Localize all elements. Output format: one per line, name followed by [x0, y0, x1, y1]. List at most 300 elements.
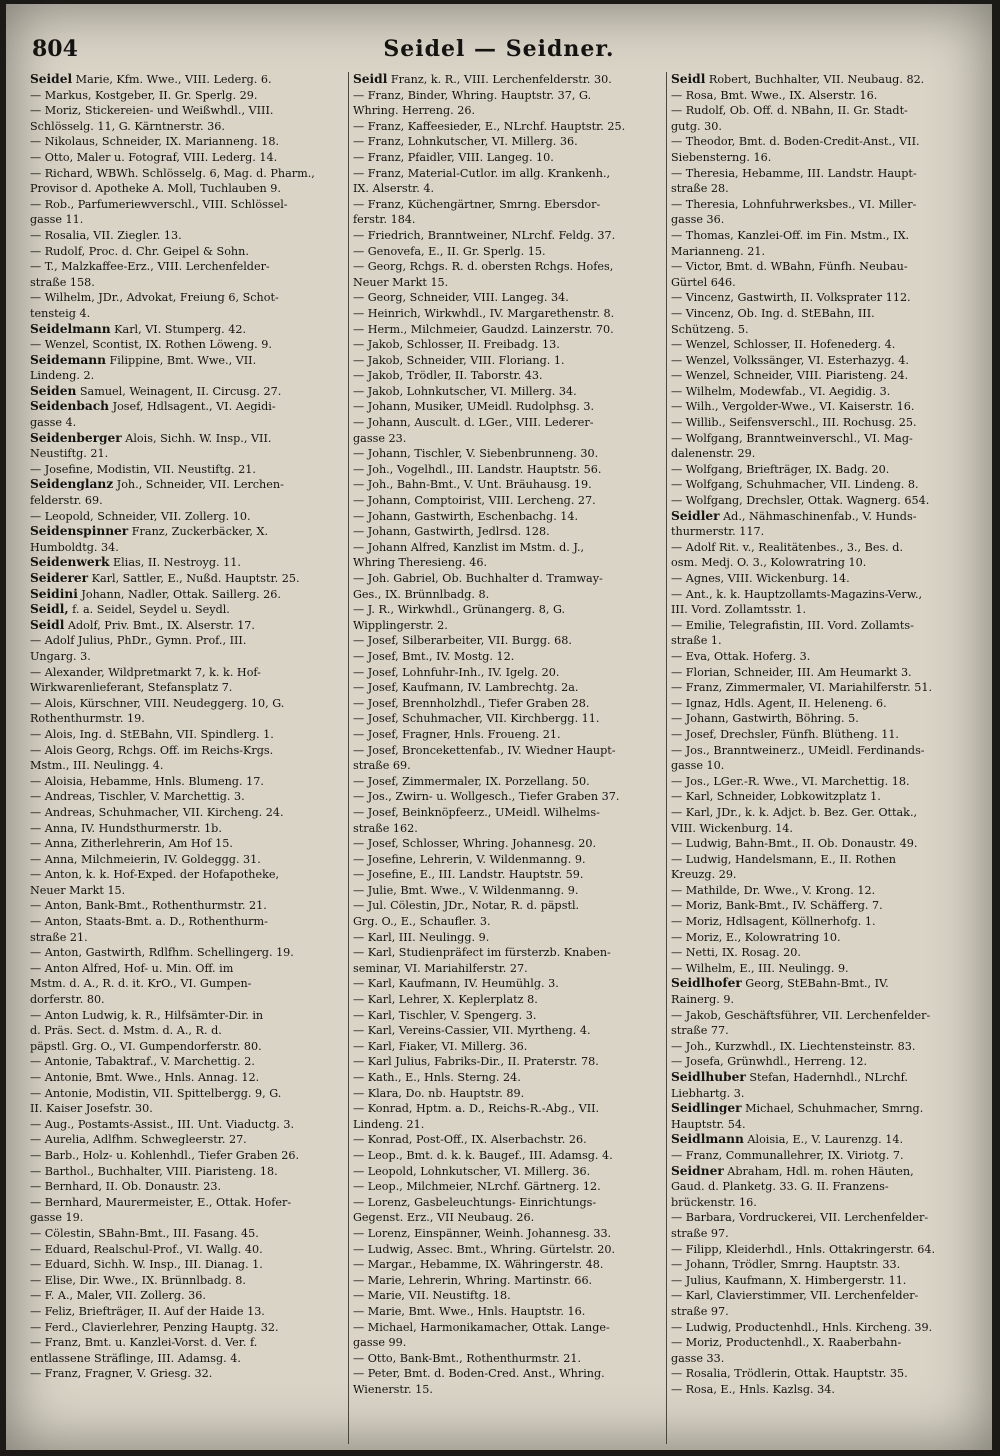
directory-entry-line: [30, 930, 348, 946]
directory-entry-line: [671, 1008, 987, 1024]
directory-entry-line: [353, 571, 669, 587]
directory-entry-line: [671, 602, 987, 618]
entry-text: gasse 36.: [671, 213, 725, 227]
entry-text: Hauptstr. 54.: [671, 1117, 746, 1131]
entry-text: — Leopold, Lohnkutscher, VI. Millerg. 36.: [353, 1164, 591, 1178]
directory-entry-line: [30, 1070, 348, 1086]
entry-text: Neuer Markt 15.: [30, 883, 126, 897]
directory-entry-line: [30, 587, 348, 603]
entry-text: — Franz, Küchengärtner, Smrng. Ebersdor-: [353, 197, 601, 211]
directory-entry-line: [353, 836, 669, 852]
directory-entry-line: [671, 322, 987, 338]
entry-text: — Ludwig, Assec. Bmt., Whring. Gürtelstr. 20.: [353, 1242, 616, 1256]
entry-text: tensteig 4.: [30, 306, 91, 320]
entry-text: gasse 4.: [30, 416, 77, 430]
directory-entry-line: [671, 119, 987, 135]
entry-text: päpstl. Grg. O., VI. Gumpendorferstr. 80.: [30, 1039, 262, 1053]
directory-entry-line: [30, 774, 348, 790]
entry-text: — Alois, Kürschner, VIII. Neudeggerg. 10, G.: [30, 696, 285, 710]
directory-entry-line: [353, 696, 669, 712]
entry-text: — Franz, Pfaidler, VIII. Langeg. 10.: [353, 150, 554, 164]
entry-text: felderstr. 69.: [30, 494, 103, 508]
directory-entry-line: [353, 555, 669, 571]
entry-text: — Filipp, Kleiderhdl., Hnls. Ottakringerstr. 64.: [671, 1242, 936, 1256]
entry-text: VIII. Wickenburg. 14.: [671, 821, 793, 835]
entry-text: d. Präs. Sect. d. Mstm. d. A., R. d.: [30, 1024, 222, 1038]
directory-entry-line: [30, 103, 348, 119]
directory-entry-line: [30, 571, 348, 587]
directory-entry-line: [353, 1023, 669, 1039]
directory-entry-line: [671, 1039, 987, 1055]
directory-entry-line: [30, 1273, 348, 1289]
directory-entry-line: [353, 1351, 669, 1367]
entry-text: Schlösselg. 11, G. Kärntnerstr. 36.: [30, 119, 225, 133]
entry-text: — Georg, Schneider, VIII. Langeg. 34.: [353, 291, 569, 305]
directory-entry-line: [353, 930, 669, 946]
entry-text: — Joh., Bahn-Bmt., V. Unt. Bräuhausg. 19.: [353, 478, 592, 492]
entry-text: gasse 99.: [353, 1336, 407, 1350]
entry-text: Gürtel 646.: [671, 275, 736, 289]
directory-entry-line: [30, 665, 348, 681]
directory-entry-line: [353, 431, 669, 447]
entry-text: gasse 10.: [671, 759, 725, 773]
entry-text: — Moriz, Bank-Bmt., IV. Schäfferg. 7.: [671, 899, 883, 913]
entry-text: — Wolfgang, Briefträger, IX. Badg. 20.: [671, 462, 890, 476]
directory-entry-line: [30, 1132, 348, 1148]
directory-entry-line: [671, 446, 987, 462]
entry-text: — Alois Georg, Rchgs. Off. im Reichs-Krgs.: [30, 743, 274, 757]
directory-entry-line: [353, 1242, 669, 1258]
entry-text: — Alois, Ing. d. StEBahn, VII. Spindlerg. 1.: [30, 727, 274, 741]
directory-entry-line: [30, 945, 348, 961]
entry-text: — Antonie, Modistin, VII. Spittelbergg. 9, G.: [30, 1086, 282, 1100]
entry-text: — Josef, Lohnfuhr-Inh., IV. Igelg. 20.: [353, 665, 560, 679]
directory-entry-line: [30, 1179, 348, 1195]
entry-text: — Emilie, Telegrafistin, III. Vord. Zollamts-: [671, 618, 914, 632]
entry-text: — Aurelia, Adlfhm. Schwegleerstr. 27.: [30, 1133, 247, 1147]
entry-text: — Joh. Gabriel, Ob. Buchhalter d. Tramway-: [353, 572, 603, 585]
entry-text: — Lorenz, Einspänner, Weinh. Johannesg. 33.: [353, 1226, 612, 1240]
directory-entry-line: [671, 852, 987, 868]
entry-text: — Adolf Julius, PhDr., Gymn. Prof., III.: [30, 634, 247, 648]
directory-entry-line: [353, 119, 669, 135]
directory-entry-line: [671, 821, 987, 837]
directory-entry-line: [353, 680, 669, 696]
entry-text: — Johann, Gastwirth, Eschenbachg. 14.: [353, 509, 579, 523]
entry-text: — Josef, Silberarbeiter, VII. Burgg. 68.: [353, 634, 572, 648]
entry-text: — Kath., E., Hnls. Sterng. 24.: [353, 1071, 521, 1084]
directory-entry-line: [30, 1195, 348, 1211]
directory-entry-line: [30, 727, 348, 743]
entry-text: — F. A., Maler, VII. Zollerg. 36.: [30, 1289, 206, 1303]
directory-entry-line: [30, 1351, 348, 1367]
directory-entry-line: [671, 1288, 987, 1304]
directory-entry-line: [353, 602, 669, 618]
directory-entry-line: [353, 711, 669, 727]
directory-entry-line: [353, 353, 669, 369]
entry-text: — Moriz, Hdlsagent, Köllnerhofg. 1.: [671, 915, 876, 929]
entry-text: — Netti, IX. Rosag. 20.: [671, 946, 801, 960]
directory-page: [6, 4, 992, 1450]
entry-text: — Friedrich, Branntweiner, NLrchf. Feldg. 37.: [353, 228, 616, 242]
directory-entry-line: [353, 306, 669, 322]
entry-text: — Bernhard, II. Ob. Donaustr. 23.: [30, 1180, 222, 1194]
entry-text: — Rudolf, Proc. d. Chr. Geipel & Sohn.: [30, 244, 249, 258]
entry-text: Whring. Herreng. 26.: [353, 104, 476, 118]
entry-text: — Anna, IV. Hundsthurmerstr. 1b.: [30, 821, 222, 835]
entry-text: — Mathilde, Dr. Wwe., V. Krong. 12.: [671, 883, 876, 897]
directory-entry-line: [30, 150, 348, 166]
directory-entry-line: [671, 883, 987, 899]
surname-heading: Seidl: [671, 72, 706, 86]
directory-entry-line: [353, 1257, 669, 1273]
directory-entry-line: [671, 384, 987, 400]
entry-text: — Ferd., Clavierlehrer, Penzing Hauptg. 32.: [30, 1320, 279, 1334]
directory-entry-line: [671, 509, 987, 525]
directory-entry-line: [353, 1273, 669, 1289]
entry-text: — Eva, Ottak. Hoferg. 3.: [671, 649, 811, 663]
entry-text: Georg, StEBahn-Bmt., IV.: [741, 977, 889, 991]
entry-text: — Ignaz, Hdls. Agent, II. Heleneng. 6.: [671, 696, 887, 710]
entry-text: — Otto, Maler u. Fotograf, VIII. Lederg. 14.: [30, 150, 278, 164]
directory-entry-line: [671, 1335, 987, 1351]
directory-entry-line: [671, 477, 987, 493]
directory-entry-line: [353, 103, 669, 119]
directory-entry-line: [353, 1210, 669, 1226]
entry-text: — Nikolaus, Schneider, IX. Marianneng. 18.: [30, 135, 280, 149]
entry-text: — Johann, Trödler, Smrng. Hauptstr. 33.: [671, 1258, 901, 1272]
entry-text: Siebensterng. 16.: [671, 150, 772, 164]
directory-entry-line: [30, 290, 348, 306]
entry-text: gutg. 30.: [671, 119, 722, 133]
surname-heading: Seidl,: [30, 602, 69, 617]
entry-text: — Florian, Schneider, III. Am Heumarkt 3.: [671, 665, 912, 679]
surname-heading: Seidelmann: [30, 321, 111, 336]
entry-text: — Josef, Brennholzhdl., Tiefer Graben 28.: [353, 696, 590, 710]
directory-entry-line: [353, 852, 669, 868]
directory-entry-line: [353, 134, 669, 150]
entry-text: Humboldtg. 34.: [30, 540, 119, 554]
directory-entry-line: [671, 72, 987, 88]
entry-text: — Lorenz, Gasbeleuchtungs- Einrichtungs-: [353, 1195, 597, 1209]
directory-entry-line: [30, 961, 348, 977]
entry-text: — Wolfgang, Branntweinverschl., VI. Mag-: [671, 431, 913, 445]
entry-text: — Leop., Milchmeier, NLrchf. Gärtnerg. 12.: [353, 1180, 601, 1194]
directory-entry-line: [353, 805, 669, 821]
directory-entry-line: [353, 72, 669, 88]
surname-heading: Seidler: [671, 508, 720, 523]
entry-text: — Rob., Parfumeriewverschl., VIII. Schlössel-: [30, 197, 288, 211]
directory-entry-line: [671, 587, 987, 603]
directory-entry-line: [30, 353, 348, 369]
entry-text: Rothenthurmstr. 19.: [30, 712, 145, 726]
entry-text: — Herm., Milchmeier, Gaudzd. Lainzerstr. 70.: [353, 322, 614, 336]
entry-text: — T., Malzkaffee-Erz., VIII. Lerchenfelder-: [30, 260, 270, 274]
entry-text: thurmerstr. 117.: [671, 525, 765, 539]
directory-entry-line: [671, 212, 987, 228]
entry-text: — Rudolf, Ob. Off. d. NBahn, II. Gr. Stadt-: [671, 104, 908, 118]
entry-text: gasse 33.: [671, 1351, 725, 1365]
entry-text: — Jakob, Schneider, VIII. Floriang. 1.: [353, 353, 565, 367]
directory-entry-line: [671, 1304, 987, 1320]
entry-text: — Moriz, Stickereien- und Weißwhdl., VIII.: [30, 104, 274, 118]
directory-entry-line: [353, 789, 669, 805]
entry-text: — Anna, Milchmeierin, IV. Goldeggg. 31.: [30, 852, 261, 866]
directory-entry-line: [353, 1382, 669, 1398]
directory-entry-line: [30, 384, 348, 400]
directory-entry-line: [671, 1257, 987, 1273]
entry-text: Wirkwarenlieferant, Stefansplatz 7.: [30, 681, 233, 695]
surname-heading: Seidlmann: [671, 1132, 744, 1147]
entry-text: — Karl, Kaufmann, IV. Heumühlg. 3.: [353, 977, 559, 991]
directory-entry-line: [671, 197, 987, 213]
entry-text: — Franz, Fragner, V. Griesg. 32.: [30, 1367, 213, 1381]
entry-text: — Jul. Cölestin, JDr., Notar, R. d. päpstl.: [353, 899, 580, 913]
directory-column-1: [30, 72, 348, 1444]
entry-text: — Antonie, Bmt. Wwe., Hnls. Annag. 12.: [30, 1071, 260, 1084]
entry-text: straße 162.: [353, 821, 418, 835]
directory-entry-line: [671, 244, 987, 260]
entry-text: Aloisia, E., V. Laurenzg. 14.: [743, 1133, 903, 1147]
directory-entry-line: [671, 696, 987, 712]
entry-text: — Karl Julius, Fabriks-Dir., II. Praterstr. 78.: [353, 1055, 599, 1069]
directory-entry-line: [30, 119, 348, 135]
directory-entry-line: [671, 1086, 987, 1102]
surname-heading: Seidl: [353, 72, 388, 86]
directory-entry-line: [30, 1320, 348, 1336]
entry-text: — Eduard, Sichh. W. Insp., III. Dianag. 1.: [30, 1258, 263, 1272]
entry-text: — Joh., Kurzwhdl., IX. Liechtensteinstr. 83.: [671, 1039, 916, 1053]
directory-entry-line: [353, 244, 669, 260]
entry-text: f. a. Seidel, Seydel u. Seydl.: [68, 603, 230, 617]
entry-text: — Anton Alfred, Hof- u. Min. Off. im: [30, 961, 234, 975]
entry-text: — J. R., Wirkwhdl., Grünangerg. 8, G.: [353, 603, 566, 617]
entry-text: — Johann Alfred, Kanzlist im Mstm. d. J.,: [353, 540, 585, 554]
entry-text: — Rosalia, Trödlerin, Ottak. Hauptstr. 35.: [671, 1367, 908, 1381]
entry-text: — Johann, Gastwirth, Jedlrsd. 128.: [353, 525, 550, 539]
entry-text: — Wenzel, Volkssänger, VI. Esterhazyg. 4.: [671, 353, 909, 367]
entry-text: Abraham, Hdl. m. rohen Häuten,: [723, 1164, 914, 1178]
entry-text: — Wilh., Vergolder-Wwe., VI. Kaiserstr. 16.: [671, 400, 915, 414]
entry-text: Stefan, Hadernhdl., NLrchf.: [745, 1071, 908, 1084]
directory-entry-line: [30, 1366, 348, 1382]
directory-entry-line: [671, 961, 987, 977]
directory-entry-line: [353, 1195, 669, 1211]
directory-entry-line: [353, 212, 669, 228]
entry-text: — Wilhelm, Modewfab., VI. Aegidig. 3.: [671, 384, 891, 398]
entry-text: — Konrad, Hptm. a. D., Reichs-R.-Abg., VII.: [353, 1102, 600, 1116]
directory-entry-line: [30, 212, 348, 228]
entry-text: III. Vord. Zollamtsstr. 1.: [671, 603, 807, 617]
directory-entry-line: [30, 1257, 348, 1273]
directory-entry-line: [353, 961, 669, 977]
entry-text: — Franz, Zimmermaler, VI. Mariahilferstr. 51.: [671, 681, 933, 695]
directory-entry-line: [671, 618, 987, 634]
entry-text: — Anna, Zitherlehrerin, Am Hof 15.: [30, 837, 233, 851]
entry-text: — Wolfgang, Drechsler, Ottak. Wagnerg. 654.: [671, 494, 930, 508]
entry-text: — Johann, Gastwirth, Böhring. 5.: [671, 712, 859, 726]
directory-entry-line: [671, 1023, 987, 1039]
entry-text: — Josef, Kaufmann, IV. Lambrechtg. 2a.: [353, 681, 579, 695]
directory-entry-line: [30, 821, 348, 837]
entry-text: Mstm. d. A., R. d. it. KrO., VI. Gumpen-: [30, 977, 252, 991]
directory-entry-line: [30, 758, 348, 774]
entry-text: — Wilhelm, JDr., Advokat, Freiung 6, Schot-: [30, 291, 279, 305]
directory-entry-line: [353, 1148, 669, 1164]
directory-entry-line: [671, 1070, 987, 1086]
entry-text: straße 97.: [671, 1226, 729, 1240]
directory-entry-line: [30, 72, 348, 88]
entry-text: — Jakob, Lohnkutscher, VI. Millerg. 34.: [353, 384, 577, 398]
entry-text: — Peter, Bmt. d. Boden-Cred. Anst., Whring.: [353, 1367, 605, 1381]
surname-heading: Seidenberger: [30, 430, 122, 445]
directory-entry-line: [353, 337, 669, 353]
surname-heading: Seidl: [30, 617, 65, 632]
entry-text: — Aloisia, Hebamme, Hnls. Blumeng. 17.: [30, 774, 264, 788]
directory-entry-line: [353, 493, 669, 509]
entry-text: Rainerg. 9.: [671, 993, 735, 1007]
entry-text: — Josefine, Lehrerin, V. Wildenmanng. 9.: [353, 852, 586, 866]
entry-text: Ad., Nähmaschinenfab., V. Hunds-: [719, 509, 917, 523]
directory-entry-line: [30, 197, 348, 213]
entry-text: — Anton Ludwig, k. R., Hilfsämter-Dir. in: [30, 1008, 264, 1022]
entry-text: Provisor d. Apotheke A. Moll, Tuchlauben 9.: [30, 182, 281, 196]
entry-text: — Jos., Branntweinerz., UMeidl. Ferdinands-: [671, 743, 925, 757]
entry-text: — Rosalia, VII. Ziegler. 13.: [30, 228, 182, 242]
directory-entry-line: [353, 322, 669, 338]
directory-entry-line: [30, 228, 348, 244]
entry-text: — Wolfgang, Schuhmacher, VII. Lindeng. 8.: [671, 478, 919, 492]
directory-entry-line: [353, 774, 669, 790]
entry-text: Franz, Zuckerbäcker, X.: [128, 525, 269, 539]
entry-text: osm. Medj. O. 3., Kolowratring 10.: [671, 556, 867, 570]
entry-text: — Rosa, E., Hnls. Kazlsg. 34.: [671, 1382, 835, 1396]
page-header: [6, 4, 992, 64]
entry-text: — Elise, Dir. Wwe., IX. Brünnlbadg. 8.: [30, 1273, 246, 1287]
directory-entry-line: [671, 743, 987, 759]
entry-text: entlassene Sträflinge, III. Adamsg. 4.: [30, 1351, 241, 1365]
entry-text: Marie, Kfm. Wwe., VIII. Lederg. 6.: [72, 73, 272, 86]
directory-entry-line: [671, 150, 987, 166]
directory-entry-line: [353, 914, 669, 930]
entry-text: — Karl, Tischler, V. Spengerg. 3.: [353, 1008, 537, 1022]
entry-text: straße 69.: [353, 759, 411, 773]
directory-entry-line: [671, 1242, 987, 1258]
directory-entry-line: [353, 509, 669, 525]
directory-entry-line: [353, 446, 669, 462]
entry-text: dalenenstr. 29.: [671, 447, 756, 461]
directory-entry-line: [671, 1366, 987, 1382]
entry-text: — Karl, III. Neulingg. 9.: [353, 930, 490, 944]
directory-entry-line: [671, 914, 987, 930]
directory-entry-line: [30, 649, 348, 665]
entry-text: — Leop., Bmt. d. k. k. Baugef., III. Adamsg. 4.: [353, 1148, 613, 1162]
entry-text: seminar, VI. Mariahilferstr. 27.: [353, 961, 528, 975]
entry-text: II. Kaiser Josefstr. 30.: [30, 1102, 153, 1116]
directory-entry-line: [671, 493, 987, 509]
directory-entry-line: [671, 1164, 987, 1180]
directory-entry-line: [671, 306, 987, 322]
directory-entry-line: [353, 540, 669, 556]
directory-entry-line: [30, 337, 348, 353]
entry-text: — Andreas, Schuhmacher, VII. Kircheng. 24.: [30, 805, 284, 819]
directory-entry-line: [353, 415, 669, 431]
directory-entry-line: [30, 1039, 348, 1055]
directory-entry-line: [353, 1288, 669, 1304]
entry-text: — Moriz, E., Kolowratring 10.: [671, 930, 841, 944]
entry-text: — Ludwig, Bahn-Bmt., II. Ob. Donaustr. 49.: [671, 837, 918, 851]
entry-text: — Vincenz, Ob. Ing. d. StEBahn, III.: [671, 306, 875, 320]
entry-text: — Franz, Lohnkutscher, VI. Millerg. 36.: [353, 135, 578, 149]
entry-text: Ungarg. 3.: [30, 649, 91, 663]
directory-entry-line: [671, 665, 987, 681]
directory-entry-line: [671, 181, 987, 197]
entry-text: Karl, Sattler, E., Nußd. Hauptstr. 25.: [88, 572, 300, 585]
entry-text: Wipplingerstr. 2.: [353, 618, 448, 632]
directory-entry-line: [30, 1023, 348, 1039]
entry-text: — Barb., Holz- u. Kohlenhdl., Tiefer Graben 26.: [30, 1148, 300, 1162]
entry-text: — Karl, Vereins-Cassier, VII. Myrtheng. 4.: [353, 1024, 591, 1038]
directory-entry-line: [353, 649, 669, 665]
entry-text: — Karl, Studienpräfect im fürsterzb. Knaben-: [353, 946, 611, 960]
entry-text: — Ludwig, Productenhdl., Hnls. Kircheng. 39.: [671, 1320, 933, 1334]
directory-entry-line: [353, 1335, 669, 1351]
directory-entry-line: [671, 1148, 987, 1164]
directory-entry-line: [30, 711, 348, 727]
entry-text: — Karl, JDr., k. k. Adjct. b. Bez. Ger. Ottak.,: [671, 805, 918, 819]
entry-text: Robert, Buchhalter, VII. Neubaug. 82.: [705, 73, 925, 86]
directory-entry-line: [30, 493, 348, 509]
surname-heading: Seidner: [671, 1163, 724, 1178]
directory-entry-line: [353, 1117, 669, 1133]
entry-text: — Barbara, Vordruckerei, VII. Lerchenfelder-: [671, 1211, 929, 1225]
entry-text: Alois, Sichh. W. Insp., VII.: [121, 431, 272, 445]
directory-entry-line: [671, 1179, 987, 1195]
entry-text: — Franz, Kaffeesieder, E., NLrchf. Hauptstr. 25.: [353, 119, 626, 133]
entry-text: — Georg, Rchgs. R. d. obersten Rchgs. Hofes,: [353, 260, 614, 274]
entry-text: ferstr. 184.: [353, 213, 416, 227]
entry-text: — Theresia, Hebamme, III. Landstr. Haupt-: [671, 166, 917, 180]
directory-entry-line: [353, 727, 669, 743]
entry-text: — Wenzel, Schneider, VIII. Piaristeng. 24.: [671, 369, 909, 383]
entry-text: — Wilhelm, E., III. Neulingg. 9.: [671, 961, 849, 975]
directory-entry-line: [353, 1304, 669, 1320]
surname-heading: Seidini: [30, 586, 78, 601]
directory-entry-line: [671, 789, 987, 805]
directory-entry-line: [671, 1054, 987, 1070]
directory-entry-line: [30, 431, 348, 447]
entry-text: — Jos., LGer.-R. Wwe., VI. Marchettig. 18.: [671, 774, 910, 788]
entry-text: — Marie, VII. Neustiftg. 18.: [353, 1289, 511, 1303]
directory-entry-line: [353, 1164, 669, 1180]
entry-text: — Theodor, Bmt. d. Boden-Credit-Anst., VII.: [671, 135, 920, 149]
directory-entry-line: [671, 898, 987, 914]
entry-text: — Theresia, Lohnfuhrwerksbes., VI. Miller-: [671, 197, 917, 211]
directory-entry-line: [353, 384, 669, 400]
directory-entry-line: [353, 524, 669, 540]
directory-entry-line: [30, 976, 348, 992]
entry-text: — Franz, Bmt. u. Kanzlei-Vorst. d. Ver. f.: [30, 1336, 258, 1350]
directory-entry-line: [353, 587, 669, 603]
entry-text: — Josef, Broncekettenfab., IV. Wiedner Haupt-: [353, 743, 616, 757]
directory-entry-line: [671, 462, 987, 478]
directory-entry-line: [30, 1288, 348, 1304]
directory-entry-line: [353, 228, 669, 244]
directory-entry-line: [671, 758, 987, 774]
directory-entry-line: [671, 992, 987, 1008]
entry-text: Johann, Nadler, Ottak. Saillerg. 26.: [77, 587, 281, 601]
page-number: 804: [32, 36, 78, 62]
